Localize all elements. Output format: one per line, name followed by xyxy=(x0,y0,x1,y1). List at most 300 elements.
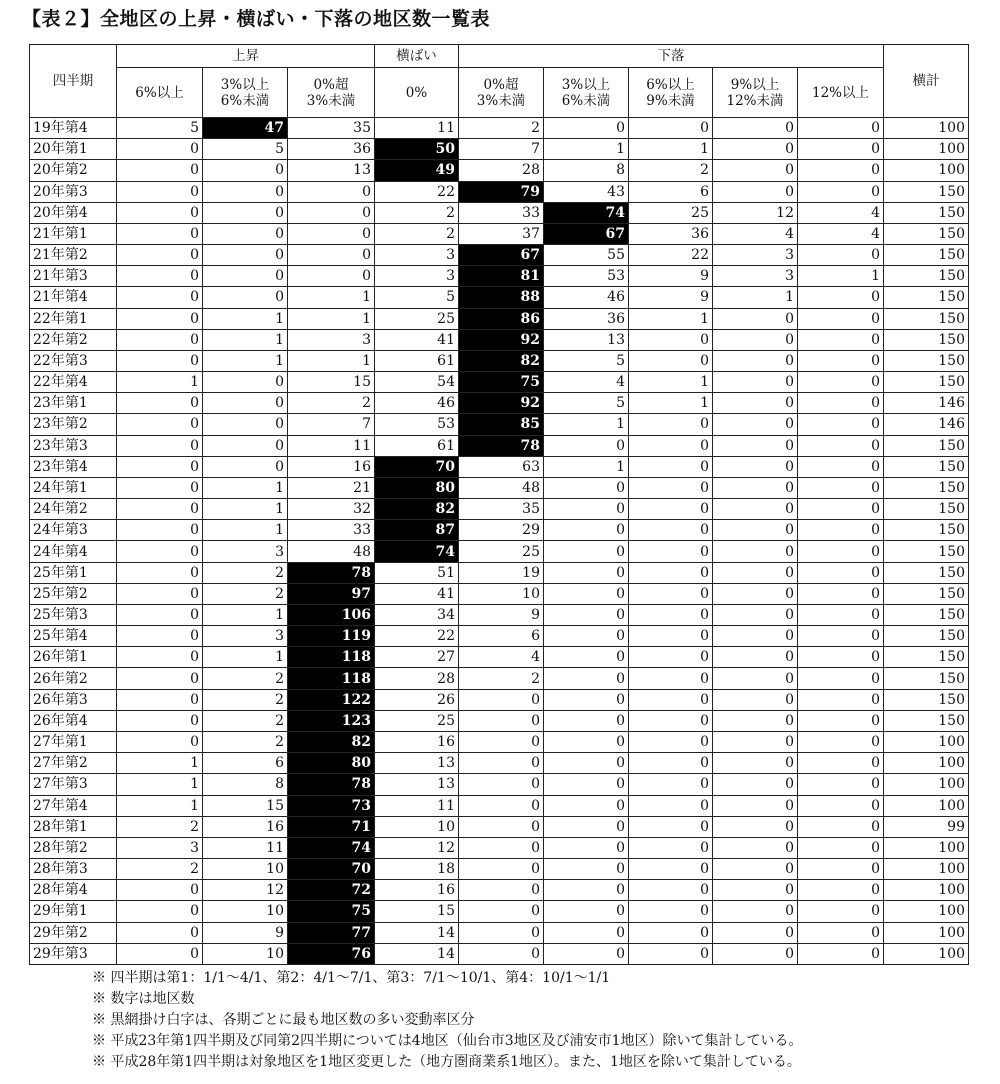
table-row xyxy=(30,118,969,139)
count-cell: 0 xyxy=(798,731,884,752)
count-cell: 6 xyxy=(459,626,544,647)
count-cell: 22 xyxy=(375,626,459,647)
count-cell: 0 xyxy=(203,287,288,308)
max-count-cell: 50 xyxy=(375,139,459,160)
table-row xyxy=(30,350,969,371)
count-cell: 0 xyxy=(798,901,884,922)
count-cell: 2 xyxy=(203,689,288,710)
count-cell: 0 xyxy=(544,922,629,943)
note-line: ※ 四半期は第1：1/1～4/1、第2：4/1～7/1、第3：7/1～10/1、第4：10/1～1/1 xyxy=(92,970,611,986)
count-cell: 0 xyxy=(713,943,798,964)
count-cell: 0 xyxy=(117,943,203,964)
header-rise-0to3 xyxy=(288,68,375,118)
max-count-cell: 118 xyxy=(288,668,375,689)
count-cell: 0 xyxy=(629,350,713,371)
count-cell: 0 xyxy=(544,477,629,498)
count-cell: 61 xyxy=(375,350,459,371)
total-cell: 150 xyxy=(884,562,969,583)
count-cell: 0 xyxy=(459,922,544,943)
count-cell: 0 xyxy=(629,604,713,625)
total-cell: 150 xyxy=(884,266,969,287)
count-cell: 33 xyxy=(459,202,544,223)
count-cell: 0 xyxy=(203,456,288,477)
total-cell: 100 xyxy=(884,795,969,816)
count-cell: 1 xyxy=(713,287,798,308)
total-cell: 99 xyxy=(884,816,969,837)
count-cell: 0 xyxy=(713,753,798,774)
period-cell: 29年第1 xyxy=(30,901,117,922)
count-cell: 1 xyxy=(203,520,288,541)
count-cell: 0 xyxy=(117,414,203,435)
table-row xyxy=(30,795,969,816)
table-row xyxy=(30,499,969,520)
count-cell: 9 xyxy=(459,604,544,625)
count-cell: 0 xyxy=(117,710,203,731)
header-total: 横計 xyxy=(884,45,969,118)
count-cell: 1 xyxy=(203,350,288,371)
period-cell: 26年第2 xyxy=(30,668,117,689)
count-cell: 0 xyxy=(798,562,884,583)
count-cell: 0 xyxy=(629,477,713,498)
count-cell: 0 xyxy=(629,583,713,604)
count-cell: 0 xyxy=(629,753,713,774)
count-cell: 4 xyxy=(798,223,884,244)
count-cell: 0 xyxy=(203,414,288,435)
total-cell: 150 xyxy=(884,604,969,625)
max-count-cell: 82 xyxy=(459,350,544,371)
count-cell: 3 xyxy=(713,245,798,266)
count-cell: 0 xyxy=(288,266,375,287)
count-cell: 0 xyxy=(629,414,713,435)
table-row xyxy=(30,626,969,647)
count-cell: 22 xyxy=(375,181,459,202)
period-cell: 19年第4 xyxy=(30,118,117,139)
count-cell: 0 xyxy=(117,181,203,202)
count-cell: 9 xyxy=(203,922,288,943)
count-cell: 0 xyxy=(629,329,713,350)
period-cell: 26年第4 xyxy=(30,710,117,731)
count-cell: 0 xyxy=(713,689,798,710)
period-cell: 25年第2 xyxy=(30,583,117,604)
table-row xyxy=(30,329,969,350)
max-count-cell: 122 xyxy=(288,689,375,710)
table-row xyxy=(30,562,969,583)
count-cell: 0 xyxy=(713,139,798,160)
header-rise: 上昇 xyxy=(117,45,375,68)
total-cell: 150 xyxy=(884,456,969,477)
count-cell: 0 xyxy=(629,499,713,520)
max-count-cell: 80 xyxy=(375,477,459,498)
period-cell: 24年第1 xyxy=(30,477,117,498)
total-cell: 150 xyxy=(884,626,969,647)
period-cell: 23年第4 xyxy=(30,456,117,477)
total-cell: 150 xyxy=(884,499,969,520)
count-cell: 0 xyxy=(203,245,288,266)
table-row xyxy=(30,266,969,287)
count-cell: 0 xyxy=(117,477,203,498)
count-cell: 36 xyxy=(629,223,713,244)
count-cell: 0 xyxy=(713,668,798,689)
count-cell: 25 xyxy=(629,202,713,223)
header-fall-9to12 xyxy=(713,68,798,118)
count-cell: 11 xyxy=(375,118,459,139)
period-cell: 28年第1 xyxy=(30,816,117,837)
count-cell: 0 xyxy=(117,520,203,541)
table-row xyxy=(30,245,969,266)
count-cell: 0 xyxy=(288,245,375,266)
count-cell: 5 xyxy=(375,287,459,308)
table-row xyxy=(30,181,969,202)
count-cell: 0 xyxy=(544,774,629,795)
count-cell: 6 xyxy=(203,753,288,774)
count-cell: 0 xyxy=(629,731,713,752)
count-cell: 0 xyxy=(544,583,629,604)
count-cell: 0 xyxy=(798,626,884,647)
count-cell: 53 xyxy=(544,266,629,287)
total-cell: 150 xyxy=(884,477,969,498)
count-cell: 48 xyxy=(288,541,375,562)
header-fall: 下落 xyxy=(459,45,884,68)
count-cell: 1 xyxy=(798,266,884,287)
count-cell: 0 xyxy=(117,901,203,922)
max-count-cell: 70 xyxy=(288,859,375,880)
table-row xyxy=(30,859,969,880)
count-cell: 13 xyxy=(375,774,459,795)
count-cell: 0 xyxy=(798,499,884,520)
count-cell: 0 xyxy=(629,520,713,541)
count-cell: 4 xyxy=(798,202,884,223)
max-count-cell: 92 xyxy=(459,329,544,350)
header-flat: 横ばい xyxy=(375,45,459,68)
count-cell: 61 xyxy=(375,435,459,456)
count-cell: 2 xyxy=(203,583,288,604)
count-cell: 0 xyxy=(713,837,798,858)
total-cell: 100 xyxy=(884,901,969,922)
count-cell: 3 xyxy=(203,626,288,647)
count-cell: 27 xyxy=(375,647,459,668)
max-count-cell: 88 xyxy=(459,287,544,308)
period-cell: 26年第1 xyxy=(30,647,117,668)
count-cell: 0 xyxy=(629,668,713,689)
count-cell: 0 xyxy=(798,668,884,689)
total-cell: 150 xyxy=(884,223,969,244)
total-cell: 100 xyxy=(884,922,969,943)
count-cell: 1 xyxy=(544,414,629,435)
max-count-cell: 119 xyxy=(288,626,375,647)
header-fall-12plus-label: 12%以上 xyxy=(811,84,869,101)
count-cell: 8 xyxy=(544,160,629,181)
count-cell: 25 xyxy=(459,541,544,562)
table-row xyxy=(30,223,969,244)
count-cell: 1 xyxy=(203,499,288,520)
header-flat-0-label: 0% xyxy=(405,84,428,101)
header-fall-6to9 xyxy=(629,68,713,118)
max-count-cell: 47 xyxy=(203,118,288,139)
count-cell: 0 xyxy=(117,668,203,689)
count-cell: 0 xyxy=(713,880,798,901)
count-cell: 0 xyxy=(629,647,713,668)
count-cell: 0 xyxy=(798,350,884,371)
max-count-cell: 67 xyxy=(459,245,544,266)
total-cell: 146 xyxy=(884,393,969,414)
total-cell: 100 xyxy=(884,774,969,795)
count-cell: 0 xyxy=(459,880,544,901)
count-cell: 0 xyxy=(544,499,629,520)
period-cell: 29年第2 xyxy=(30,922,117,943)
count-cell: 0 xyxy=(203,372,288,393)
count-cell: 1 xyxy=(203,647,288,668)
count-cell: 0 xyxy=(713,859,798,880)
max-count-cell: 79 xyxy=(459,181,544,202)
count-cell: 0 xyxy=(798,287,884,308)
max-count-cell: 82 xyxy=(375,499,459,520)
total-cell: 150 xyxy=(884,435,969,456)
count-cell: 0 xyxy=(713,435,798,456)
count-cell: 21 xyxy=(288,477,375,498)
count-cell: 3 xyxy=(203,541,288,562)
period-cell: 20年第3 xyxy=(30,181,117,202)
max-count-cell: 74 xyxy=(375,541,459,562)
header-fall-3to6 xyxy=(544,68,629,118)
count-cell: 0 xyxy=(713,118,798,139)
count-cell: 0 xyxy=(713,901,798,922)
count-cell: 0 xyxy=(713,583,798,604)
count-cell: 1 xyxy=(117,753,203,774)
table-row xyxy=(30,753,969,774)
count-cell: 0 xyxy=(629,837,713,858)
total-cell: 150 xyxy=(884,329,969,350)
table-row xyxy=(30,774,969,795)
max-count-cell: 123 xyxy=(288,710,375,731)
count-cell: 1 xyxy=(544,139,629,160)
count-cell: 0 xyxy=(713,308,798,329)
count-cell: 0 xyxy=(544,731,629,752)
count-cell: 3 xyxy=(375,266,459,287)
max-count-cell: 85 xyxy=(459,414,544,435)
count-cell: 0 xyxy=(117,583,203,604)
count-cell: 0 xyxy=(798,922,884,943)
count-cell: 37 xyxy=(459,223,544,244)
max-count-cell: 70 xyxy=(375,456,459,477)
count-cell: 51 xyxy=(375,562,459,583)
count-cell: 13 xyxy=(288,160,375,181)
count-cell: 0 xyxy=(203,181,288,202)
count-cell: 54 xyxy=(375,372,459,393)
count-cell: 0 xyxy=(629,435,713,456)
header-fall-6to9-line: 9%未満 xyxy=(646,92,695,109)
count-cell: 0 xyxy=(544,626,629,647)
count-cell: 0 xyxy=(203,393,288,414)
count-cell: 0 xyxy=(203,160,288,181)
count-cell: 13 xyxy=(375,753,459,774)
page-title: 【表２】全地区の上昇・横ばい・下落の地区数一覧表 xyxy=(22,8,491,30)
count-cell: 0 xyxy=(544,795,629,816)
count-cell: 0 xyxy=(798,583,884,604)
period-cell: 22年第4 xyxy=(30,372,117,393)
count-cell: 0 xyxy=(629,118,713,139)
count-cell: 41 xyxy=(375,329,459,350)
total-cell: 100 xyxy=(884,118,969,139)
count-cell: 0 xyxy=(544,435,629,456)
count-cell: 1 xyxy=(203,477,288,498)
count-cell: 0 xyxy=(713,477,798,498)
count-cell: 0 xyxy=(798,816,884,837)
count-cell: 0 xyxy=(459,943,544,964)
count-cell: 0 xyxy=(544,901,629,922)
period-cell: 27年第2 xyxy=(30,753,117,774)
count-cell: 0 xyxy=(798,837,884,858)
max-count-cell: 97 xyxy=(288,583,375,604)
count-cell: 0 xyxy=(459,795,544,816)
count-cell: 0 xyxy=(544,118,629,139)
table-row xyxy=(30,604,969,625)
total-cell: 150 xyxy=(884,287,969,308)
count-cell: 0 xyxy=(713,647,798,668)
count-cell: 0 xyxy=(713,922,798,943)
count-cell: 7 xyxy=(459,139,544,160)
count-cell: 0 xyxy=(117,435,203,456)
table-row xyxy=(30,520,969,541)
count-cell: 0 xyxy=(544,753,629,774)
count-cell: 34 xyxy=(375,604,459,625)
count-cell: 0 xyxy=(798,753,884,774)
count-cell: 0 xyxy=(629,901,713,922)
count-cell: 5 xyxy=(544,350,629,371)
count-cell: 1 xyxy=(117,372,203,393)
count-cell: 16 xyxy=(375,731,459,752)
total-cell: 150 xyxy=(884,202,969,223)
count-cell: 0 xyxy=(544,541,629,562)
total-cell: 150 xyxy=(884,541,969,562)
count-cell: 0 xyxy=(798,308,884,329)
total-cell: 146 xyxy=(884,414,969,435)
count-cell: 0 xyxy=(203,435,288,456)
max-count-cell: 78 xyxy=(459,435,544,456)
count-cell: 25 xyxy=(375,710,459,731)
count-cell: 53 xyxy=(375,414,459,435)
count-cell: 11 xyxy=(203,837,288,858)
count-cell: 0 xyxy=(629,710,713,731)
count-cell: 0 xyxy=(629,816,713,837)
count-cell: 18 xyxy=(375,859,459,880)
count-cell: 0 xyxy=(459,859,544,880)
count-cell: 11 xyxy=(288,435,375,456)
count-cell: 0 xyxy=(117,329,203,350)
count-cell: 0 xyxy=(798,118,884,139)
count-cell: 0 xyxy=(117,689,203,710)
count-cell: 0 xyxy=(713,710,798,731)
count-cell: 0 xyxy=(203,202,288,223)
count-cell: 4 xyxy=(544,372,629,393)
table-row xyxy=(30,837,969,858)
table-row xyxy=(30,414,969,435)
count-cell: 2 xyxy=(117,816,203,837)
header-fall-12plus xyxy=(798,68,884,118)
count-cell: 0 xyxy=(798,943,884,964)
max-count-cell: 78 xyxy=(288,562,375,583)
count-cell: 16 xyxy=(203,816,288,837)
table-row xyxy=(30,139,969,160)
period-cell: 27年第3 xyxy=(30,774,117,795)
period-cell: 20年第2 xyxy=(30,160,117,181)
count-cell: 16 xyxy=(375,880,459,901)
total-cell: 100 xyxy=(884,943,969,964)
count-cell: 22 xyxy=(629,245,713,266)
table-row xyxy=(30,689,969,710)
period-cell: 28年第2 xyxy=(30,837,117,858)
header-flat-0 xyxy=(375,68,459,118)
header-fall-9to12-line: 9%以上 xyxy=(730,76,780,93)
count-cell: 11 xyxy=(375,795,459,816)
count-cell: 10 xyxy=(459,583,544,604)
count-cell: 32 xyxy=(288,499,375,520)
count-cell: 1 xyxy=(288,350,375,371)
count-cell: 0 xyxy=(798,414,884,435)
count-cell: 0 xyxy=(117,541,203,562)
count-cell: 0 xyxy=(629,541,713,562)
count-cell: 0 xyxy=(713,541,798,562)
max-count-cell: 72 xyxy=(288,880,375,901)
total-cell: 150 xyxy=(884,520,969,541)
count-cell: 2 xyxy=(288,393,375,414)
count-cell: 2 xyxy=(203,668,288,689)
count-cell: 0 xyxy=(629,626,713,647)
note-line: ※ 黒網掛け白字は、各期ごとに最も地区数の多い変動率区分 xyxy=(92,1012,475,1028)
count-cell: 1 xyxy=(629,308,713,329)
note-line: ※ 数字は地区数 xyxy=(92,991,195,1007)
total-cell: 100 xyxy=(884,837,969,858)
table-row xyxy=(30,372,969,393)
count-cell: 0 xyxy=(798,774,884,795)
count-cell: 0 xyxy=(117,562,203,583)
table-row xyxy=(30,287,969,308)
count-cell: 1 xyxy=(203,308,288,329)
max-count-cell: 78 xyxy=(288,774,375,795)
header-fall-0to3 xyxy=(459,68,544,118)
count-cell: 0 xyxy=(798,520,884,541)
count-cell: 0 xyxy=(117,350,203,371)
count-cell: 0 xyxy=(713,329,798,350)
count-cell: 0 xyxy=(713,816,798,837)
max-count-cell: 81 xyxy=(459,266,544,287)
max-count-cell: 106 xyxy=(288,604,375,625)
count-cell: 0 xyxy=(798,372,884,393)
table-row xyxy=(30,668,969,689)
count-cell: 0 xyxy=(798,435,884,456)
header-fall-0to3-line: 0%超 xyxy=(483,76,519,93)
count-cell: 0 xyxy=(798,604,884,625)
total-cell: 150 xyxy=(884,668,969,689)
count-cell: 8 xyxy=(203,774,288,795)
count-cell: 5 xyxy=(544,393,629,414)
count-cell: 0 xyxy=(117,160,203,181)
max-count-cell: 75 xyxy=(288,901,375,922)
count-cell: 6 xyxy=(629,181,713,202)
max-count-cell: 118 xyxy=(288,647,375,668)
table-row xyxy=(30,541,969,562)
count-cell: 0 xyxy=(798,139,884,160)
period-cell: 25年第1 xyxy=(30,562,117,583)
total-cell: 150 xyxy=(884,308,969,329)
count-cell: 16 xyxy=(288,456,375,477)
table-row xyxy=(30,880,969,901)
total-cell: 150 xyxy=(884,689,969,710)
count-cell: 13 xyxy=(544,329,629,350)
count-cell: 0 xyxy=(629,456,713,477)
period-cell: 23年第3 xyxy=(30,435,117,456)
header-rise-3to6-line: 3%以上 xyxy=(220,76,270,93)
count-cell: 0 xyxy=(117,266,203,287)
